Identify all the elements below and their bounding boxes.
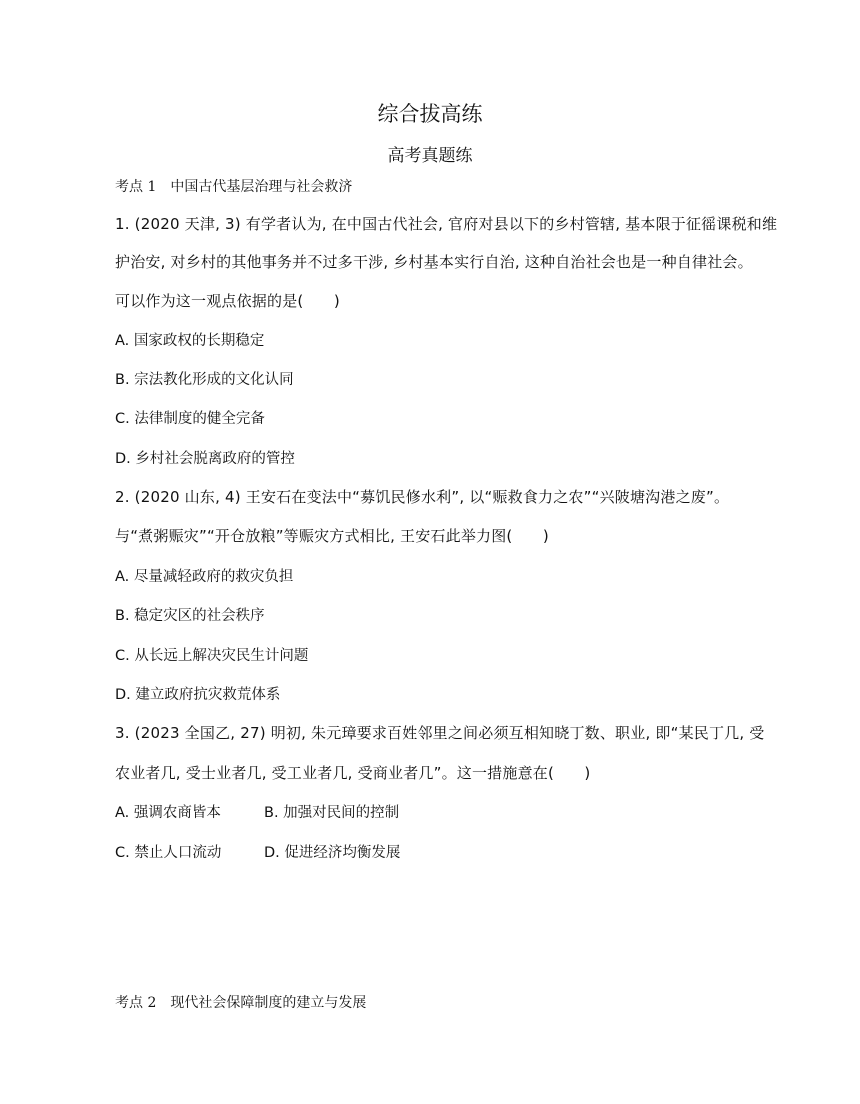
page-title: 综合拔高练 [377,102,483,126]
section-heading-2: 考点 2 现代社会保障制度的建立与发展 [115,995,367,1011]
question-1-option-c: C. 法律制度的健全完备 [115,411,265,427]
question-2-line-2: 与“煮粥赈灾”“开仓放粮”等赈灾方式相比, 王安石此举力图( ) [115,527,549,545]
question-1-option-a: A. 国家政权的长期稳定 [115,333,265,349]
question-1-line-3: 可以作为这一观点依据的是( ) [115,292,340,310]
question-1-option-b: B. 宗法教化形成的文化认同 [115,372,294,388]
question-3-line-1: 3. (2023 全国乙, 27) 明初, 朱元璋要求百姓邻里之间必须互相知晓丁数、职业, 即“某民丁几, 受 [115,724,765,742]
question-3-option-a: A. 强调农商皆本 [115,805,221,821]
question-1-line-2: 护治安, 对乡村的其他事务并不过多干涉, 乡村基本实行自治, 这种自治社会也是一种自律社会。 [115,253,753,271]
section-heading-1: 考点 1 中国古代基层治理与社会救济 [115,179,353,195]
question-1-option-d: D. 乡村社会脱离政府的管控 [115,451,295,467]
question-2-option-a: A. 尽量减轻政府的救灾负担 [115,569,294,585]
question-2-option-d: D. 建立政府抗灾救荒体系 [115,687,281,703]
question-3-option-c: C. 禁止人口流动 [115,845,222,861]
question-2-option-c: C. 从长远上解决灾民生计问题 [115,648,309,664]
question-2-line-1: 2. (2020 山东, 4) 王安石在变法中“募饥民修水利”, 以“赈救食力之农”“兴陂塘沟港之废”。 [115,488,730,506]
question-3-option-d: D. 促进经济均衡发展 [264,845,401,861]
question-3-line-2: 农业者几, 受士业者几, 受工业者几, 受商业者几”。这一措施意在( ) [115,764,591,782]
page-subtitle: 高考真题练 [387,146,473,166]
question-2-option-b: B. 稳定灾区的社会秩序 [115,608,265,624]
question-3-option-b: B. 加强对民间的控制 [264,805,400,821]
question-1-line-1: 1. (2020 天津, 3) 有学者认为, 在中国古代社会, 官府对县以下的乡村管辖, 基本限于征徭课税和维 [115,215,778,233]
